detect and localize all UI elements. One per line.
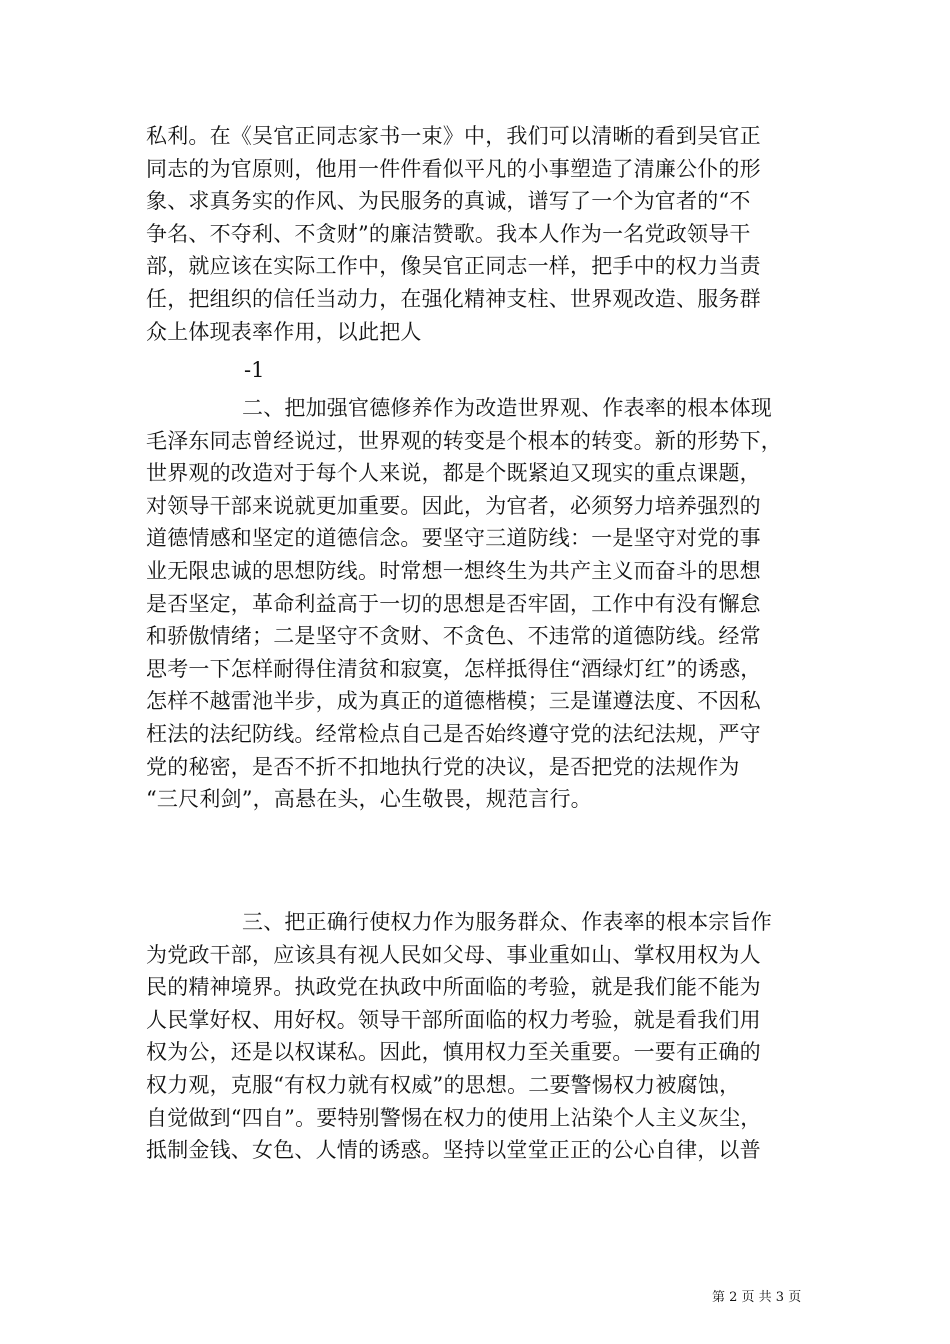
text-line: 民的精神境界。执政党在执政中所面临的考验，就是我们能不能为	[146, 975, 761, 1000]
page-marker: -1	[244, 358, 265, 382]
text-line: 自觉做到“四自”。要特别警惕在权力的使用上沾染个人主义灰尘，	[146, 1105, 762, 1130]
text-line: 道德情感和坚定的道德信念。要坚守三道防线：一是坚守对党的事	[146, 526, 761, 551]
page-footer: 第 2 页 共 3 页	[712, 1290, 802, 1305]
text-line: 党的秘密，是否不折不扣地执行党的决议，是否把党的法规作为	[146, 754, 740, 779]
text-line: 同志的为官原则，他用一件件看似平凡的小事塑造了清廉公仆的形	[146, 156, 761, 181]
text-line: 世界观的改造对于每个人来说，都是个既紧迫又现实的重点课题，	[146, 461, 761, 486]
text-line: 任，把组织的信任当动力，在强化精神支柱、世界观改造、服务群	[146, 286, 761, 311]
text-line: 部，就应该在实际工作中，像吴官正同志一样，把手中的权力当责	[146, 254, 761, 279]
text-line: 人民掌好权、用好权。领导干部所面临的权力考验，就是看我们用	[146, 1007, 761, 1032]
text-line: 象、求真务实的作风、为民服务的真诚，谱写了一个为官者的“不	[146, 189, 751, 214]
paragraph-section-three	[146, 906, 816, 1167]
text-line: 和骄傲情绪；二是坚守不贪财、不贪色、不违常的道德防线。经常	[146, 624, 761, 649]
text-line: 思考一下怎样耐得住清贫和寂寞，怎样抵得住“酒绿灯红”的诱惑，	[146, 656, 762, 681]
text-line: “三尺利剑”，高悬在头，心生敬畏，规范言行。	[146, 787, 592, 812]
paragraph-section-two	[146, 392, 816, 816]
text-line: 对领导干部来说就更加重要。因此，为官者，必须努力培养强烈的	[146, 493, 761, 518]
text-line: 是否坚定，革命利益高于一切的思想是否牢固，工作中有没有懈怠	[146, 591, 761, 616]
section-heading: 三、把正确行使权力作为服务群众、作表率的根本宗旨作	[242, 910, 772, 934]
text-line: 权力观，克服“有权力就有权威”的思想。二要警惕权力被腐蚀，	[146, 1072, 741, 1097]
section-heading: 二、把加强官德修养作为改造世界观、作表率的根本体现	[242, 396, 772, 420]
paragraph-continuation	[146, 120, 816, 348]
text-line: 毛泽东同志曾经说过，世界观的转变是个根本的转变。新的形势下，	[146, 428, 782, 453]
text-line: 私利。在《吴官正同志家书一束》中，我们可以清晰的看到吴官正	[146, 124, 761, 148]
text-line: 争名、不夺利、不贪财”的廉洁赞歌。我本人作为一名党政领导干	[146, 221, 751, 246]
text-line: 枉法的法纪防线。经常检点自己是否始终遵守党的法纪法规，严守	[146, 721, 761, 746]
text-line: 怎样不越雷池半步，成为真正的道德楷模；三是谨遵法度、不因私	[146, 689, 761, 714]
text-line: 众上体现表率作用，以此把人	[146, 319, 422, 344]
text-line: 权为公，还是以权谋私。因此，慎用权力至关重要。一要有正确的	[146, 1040, 761, 1065]
text-line: 业无限忠诚的思想防线。时常想一想终生为共产主义而奋斗的思想	[146, 558, 761, 583]
text-line: 为党政干部，应该具有视人民如父母、事业重如山、掌权用权为人	[146, 942, 761, 967]
text-line: 抵制金钱、女色、人情的诱惑。坚持以堂堂正正的公心自律，以普	[146, 1138, 761, 1163]
